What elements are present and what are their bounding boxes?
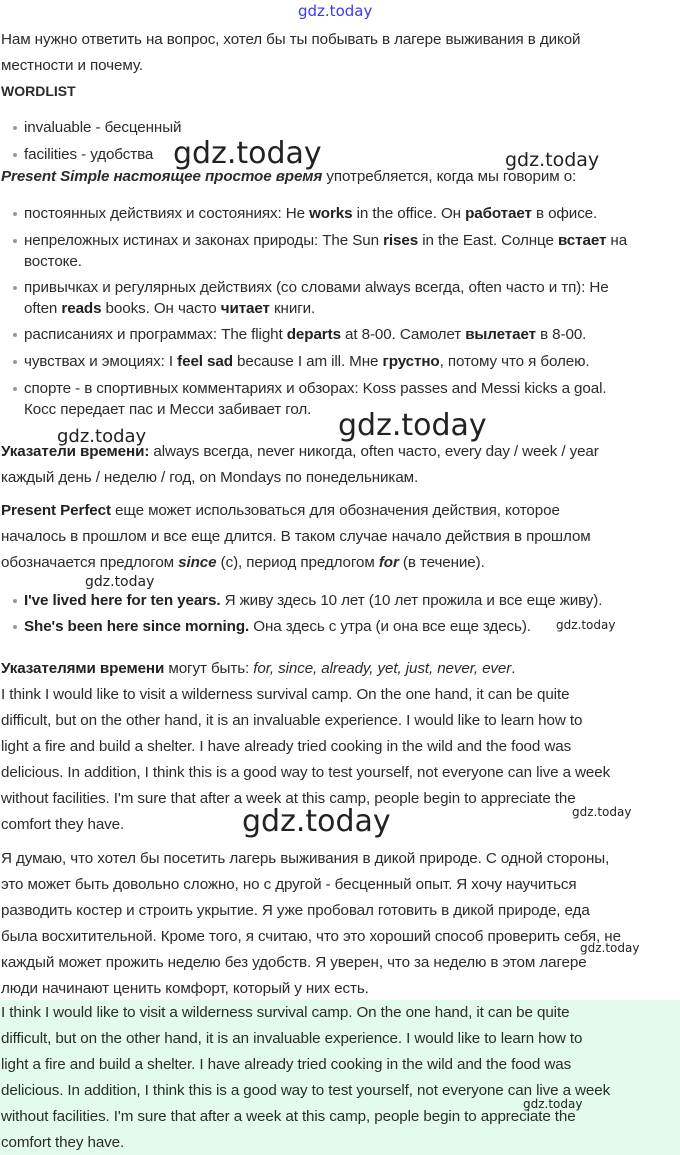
list-item xyxy=(24,204,597,224)
text-line xyxy=(1,1029,582,1049)
text-line xyxy=(1,711,582,731)
text-segment: facilities - удобства xyxy=(24,146,154,163)
text-line xyxy=(1,927,621,947)
text-line xyxy=(1,553,485,573)
emphasis-text: for, since, already, yet, just, never, ever xyxy=(253,660,512,677)
text-segment: often xyxy=(24,300,62,317)
text-segment: without facilities. I'm sure that after a week at this camp, people begin to appreciate the xyxy=(1,790,576,807)
text-segment: это может быть довольно сложно, но с другой - бесценный опыт. Я хочу научиться xyxy=(1,876,577,893)
text-line xyxy=(1,468,418,488)
emphasis-text: грустно xyxy=(382,353,440,370)
text-segment: , потому что я болею. xyxy=(439,353,590,370)
watermark: gdz.today xyxy=(556,618,616,632)
watermark: gdz.today xyxy=(57,426,147,447)
text-line xyxy=(24,400,311,420)
text-segment: in the East. Солнце xyxy=(418,232,558,249)
watermark: gdz.today xyxy=(173,136,322,171)
text-segment: at 8-00. Самолет xyxy=(340,326,466,343)
text-segment: употребляется, когда мы говорим о: xyxy=(322,168,577,185)
text-segment: расписаниях и программах: The flight xyxy=(24,326,287,343)
emphasis-text: departs xyxy=(286,326,341,343)
bullet-icon xyxy=(13,599,17,603)
text-segment: I think I would like to visit a wilderness survival camp. On the one hand, it can be quite xyxy=(1,1004,570,1021)
emphasis-text: Present Perfect xyxy=(1,502,111,519)
text-line xyxy=(1,1133,124,1153)
highlighted-answer-block xyxy=(0,1000,680,1155)
text-line xyxy=(1,875,577,895)
emphasis-text: читает xyxy=(220,300,270,317)
text-segment: обозначается предлогом xyxy=(1,554,179,571)
bullet-icon xyxy=(13,360,17,364)
emphasis-text: вылетает xyxy=(465,326,536,343)
text-line xyxy=(1,815,124,835)
bullet-icon xyxy=(13,239,17,243)
bullet-icon xyxy=(13,126,17,130)
text-segment: люди начинают ценить комфорт, который у них есть. xyxy=(1,980,369,997)
text-line xyxy=(1,1107,576,1127)
text-line xyxy=(1,527,591,547)
list-item xyxy=(24,145,153,165)
text-segment: I think I would like to visit a wilderness survival camp. On the one hand, it can be quite xyxy=(1,686,570,703)
text-line xyxy=(1,849,609,869)
text-line xyxy=(1,30,580,50)
text-segment: always всегда, never никогда, often часто, every day / week / year xyxy=(149,443,599,460)
emphasis-text: работает xyxy=(465,205,532,222)
text-line xyxy=(1,901,590,921)
text-segment: Я думаю, что хотел бы посетить лагерь выживания в дикой природе. С одной стороны, xyxy=(1,850,610,867)
emphasis-text: Указатели времени: xyxy=(1,443,150,460)
watermark: gdz.today xyxy=(338,408,487,443)
text-line xyxy=(1,737,571,757)
text-line xyxy=(1,979,369,999)
watermark: gdz.today xyxy=(572,805,632,819)
text-segment: Нам нужно ответить на вопрос, хотел бы ты побывать в лагере выживания в дикой xyxy=(1,31,581,48)
text-segment: книги. xyxy=(269,300,316,317)
text-segment: difficult, but on the other hand, it is an invaluable experience. I would like to learn how to xyxy=(1,712,583,729)
text-segment: Косс передает пас и Месси забивает гол. xyxy=(24,401,312,418)
bullet-icon xyxy=(13,333,17,337)
text-line xyxy=(1,81,76,101)
text-segment: without facilities. I'm sure that after a week at this camp, people begin to appreciate the xyxy=(1,1108,576,1125)
text-line xyxy=(24,299,315,319)
text-segment: (в течение). xyxy=(398,554,485,571)
text-segment: непреложных истинах и законах природы: The Sun xyxy=(24,232,384,249)
text-segment: была восхитительной. Кроме того, я считаю, что это хороший способ проверить себя, не xyxy=(1,928,621,945)
emphasis-text: since xyxy=(178,554,217,571)
text-segment: light a fire and build a shelter. I have already tried cooking in the wild and the food was xyxy=(1,1056,572,1073)
emphasis-text: rises xyxy=(383,232,419,249)
text-line xyxy=(1,953,587,973)
text-segment: because I am ill. Мне xyxy=(232,353,383,370)
text-line xyxy=(1,501,560,521)
text-line xyxy=(1,659,515,679)
emphasis-text: She's been here since morning. xyxy=(24,618,250,635)
bullet-icon xyxy=(13,212,17,216)
text-segment: каждый день / неделю / год, on Mondays по понедельникам. xyxy=(1,469,419,486)
text-segment: могут быть: xyxy=(164,660,254,677)
emphasis-text: Указателями времени xyxy=(1,660,165,677)
text-segment: разводить костер и строить укрытие. Я уже пробовал готовить в дикой природе, еда xyxy=(1,902,590,919)
text-line xyxy=(24,252,82,272)
bullet-icon xyxy=(13,387,17,391)
text-segment: light a fire and build a shelter. I have already tried cooking in the wild and the food was xyxy=(1,738,572,755)
list-item xyxy=(24,278,609,298)
text-segment: . xyxy=(511,660,516,677)
text-segment: привычках и регулярных действиях (со словами always всегда, often часто и тп): He xyxy=(24,279,609,296)
text-segment: comfort they have. xyxy=(1,1134,125,1151)
list-item xyxy=(24,617,531,637)
text-segment: в офисе. xyxy=(531,205,598,222)
watermark: gdz.today xyxy=(523,1097,583,1111)
text-line xyxy=(1,1055,571,1075)
text-segment: Она здесь с утра (и она все еще здесь). xyxy=(249,618,531,635)
text-segment: еще может использоваться для обозначения действия, которое xyxy=(110,502,560,519)
text-segment: местности и почему. xyxy=(1,57,143,74)
text-segment: Я живу здесь 10 лет (10 лет прожила и все еще живу). xyxy=(220,592,603,609)
bullet-icon xyxy=(13,625,17,629)
text-segment: difficult, but on the other hand, it is an invaluable experience. I would like to learn how to xyxy=(1,1030,583,1047)
text-line xyxy=(1,763,610,783)
list-item xyxy=(24,118,181,138)
text-line xyxy=(1,1003,569,1023)
text-segment: in the office. Он xyxy=(352,205,466,222)
list-item xyxy=(24,379,606,399)
text-segment: delicious. In addition, I think this is a good way to test yourself, not everyone can live a week xyxy=(1,1082,611,1099)
text-segment: comfort they have. xyxy=(1,816,125,833)
bullet-icon xyxy=(13,153,17,157)
section-heading: WORDLIST xyxy=(1,83,76,99)
text-segment: delicious. In addition, I think this is a good way to test yourself, not everyone can live a week xyxy=(1,764,611,781)
text-segment: invaluable - бесценный xyxy=(24,119,182,136)
watermark: gdz.today xyxy=(242,804,391,839)
watermark: gdz.today xyxy=(580,941,640,955)
emphasis-text: feel sad xyxy=(177,353,233,370)
emphasis-text: встает xyxy=(557,232,607,249)
text-line xyxy=(1,685,569,705)
text-segment: постоянных действиях и состояниях: He xyxy=(24,205,310,222)
text-line xyxy=(1,1081,610,1101)
text-segment: (с), период предлогом xyxy=(216,554,379,571)
watermark: gdz.today xyxy=(85,574,155,590)
text-segment: на xyxy=(606,232,628,249)
text-segment: началось в прошлом и все еще длится. В таком случае начало действия в прошлом xyxy=(1,528,591,545)
emphasis-text: I've lived here for ten years. xyxy=(24,592,221,609)
text-segment: востоке. xyxy=(24,253,82,270)
list-item xyxy=(24,352,589,372)
emphasis-text: Present Simple настоящее простое время xyxy=(1,168,323,185)
text-segment: books. Он часто xyxy=(101,300,221,317)
text-segment: спорте - в спортивных комментариях и обзорах: Koss passes and Messi kicks a goal. xyxy=(24,380,607,397)
text-segment: каждый может прожить неделю без удобств. Я уверен, что за неделю в этом лагере xyxy=(1,954,587,971)
watermark: gdz.today xyxy=(505,149,600,171)
watermark: gdz.today xyxy=(298,2,373,20)
emphasis-text: reads xyxy=(61,300,102,317)
emphasis-text: for xyxy=(378,554,399,571)
list-item xyxy=(24,325,586,345)
text-segment: в 8-00. xyxy=(535,326,587,343)
list-item xyxy=(24,591,602,611)
text-line xyxy=(1,56,143,76)
emphasis-text: works xyxy=(309,205,353,222)
text-segment: чувствах и эмоциях: I xyxy=(24,353,178,370)
bullet-icon xyxy=(13,286,17,290)
list-item xyxy=(24,231,627,251)
